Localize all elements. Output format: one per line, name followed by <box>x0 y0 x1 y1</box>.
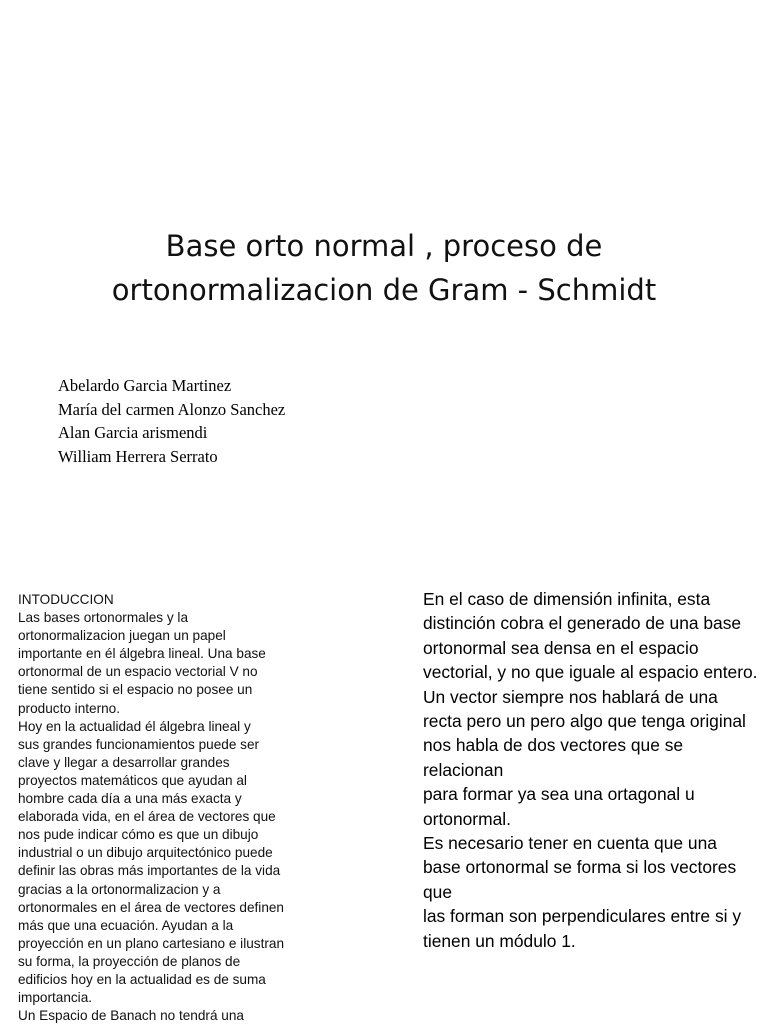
slide-title-line-1: Base orto normal , proceso de <box>165 229 603 263</box>
text-line: las forman son perpendiculares entre si y <box>423 906 742 927</box>
introduction-heading: INTODUCCION <box>18 592 114 607</box>
text-line: que <box>423 881 453 902</box>
introduction-paragraph: Un Espacio de Banach no tendrá una <box>18 1008 244 1024</box>
text-line: vectorial, y no que iguale al espacio entero. <box>423 662 758 683</box>
author-name: María del carmen Alonzo Sanchez <box>58 399 286 419</box>
introduction-text <box>18 591 318 1025</box>
introduction-paragraph: Hoy en la actualidad él álgebra lineal y sus grandes funcionamientos puede ser clave y llegar a desarrollar grandes proyectos matemáticos que ayudan al hombre cada día a una más exacta y elaborada vida, en el área de vectores que nos pude indicar cómo es que un dibujo industrial o un dibujo arquitectónico puede definir las obras más importantes de la vida gracias a la ortonormalizacion y a ortonormales en el área de vectores definen más que una ecuación. Ayudan a la proyección en un plano cartesiano e ilustran su forma, la proyección de planos de edificios hoy en la actualidad es de suma importancia. <box>18 718 285 1006</box>
author-list <box>58 374 285 468</box>
text-line: nos habla de dos vectores que se <box>423 735 684 756</box>
text-line: distinción cobra el generado de una base <box>423 613 742 634</box>
text-line: Es necesario tener en cuenta que una <box>423 833 717 854</box>
author-name: Alan Garcia arismendi <box>58 423 208 442</box>
text-line: base ortonormal se forma si los vectores <box>423 857 737 878</box>
text-line: relacionan <box>423 759 504 780</box>
text-line: ortonormal. <box>423 808 511 829</box>
text-line: para formar ya sea una ortagonal u <box>423 784 695 805</box>
author-name: William Herrera Serrato <box>58 446 218 466</box>
introduction-paragraph: Las bases ortonormales y la ortonormalizacion juegan un papel importante en él álgebra lineal. Una base ortonormal de un espacio vectorial V no tiene sentido si el espacio no posee un producto interno. <box>18 610 266 716</box>
slide-title <box>0 224 768 312</box>
author-name: Abelardo Garcia Martinez <box>58 376 232 395</box>
text-line: Un vector siempre nos hablará de una <box>423 686 718 707</box>
text-line: recta pero un pero algo que tenga original <box>423 711 746 732</box>
right-column-text <box>423 587 768 953</box>
slide-title-line-2: ortonormalizacion de Gram - Schmidt <box>111 273 657 307</box>
text-line: tienen un módulo 1. <box>423 930 576 951</box>
text-line: En el caso de dimensión infinita, esta <box>423 589 711 609</box>
text-line: ortonormal sea densa en el espacio <box>423 637 699 658</box>
